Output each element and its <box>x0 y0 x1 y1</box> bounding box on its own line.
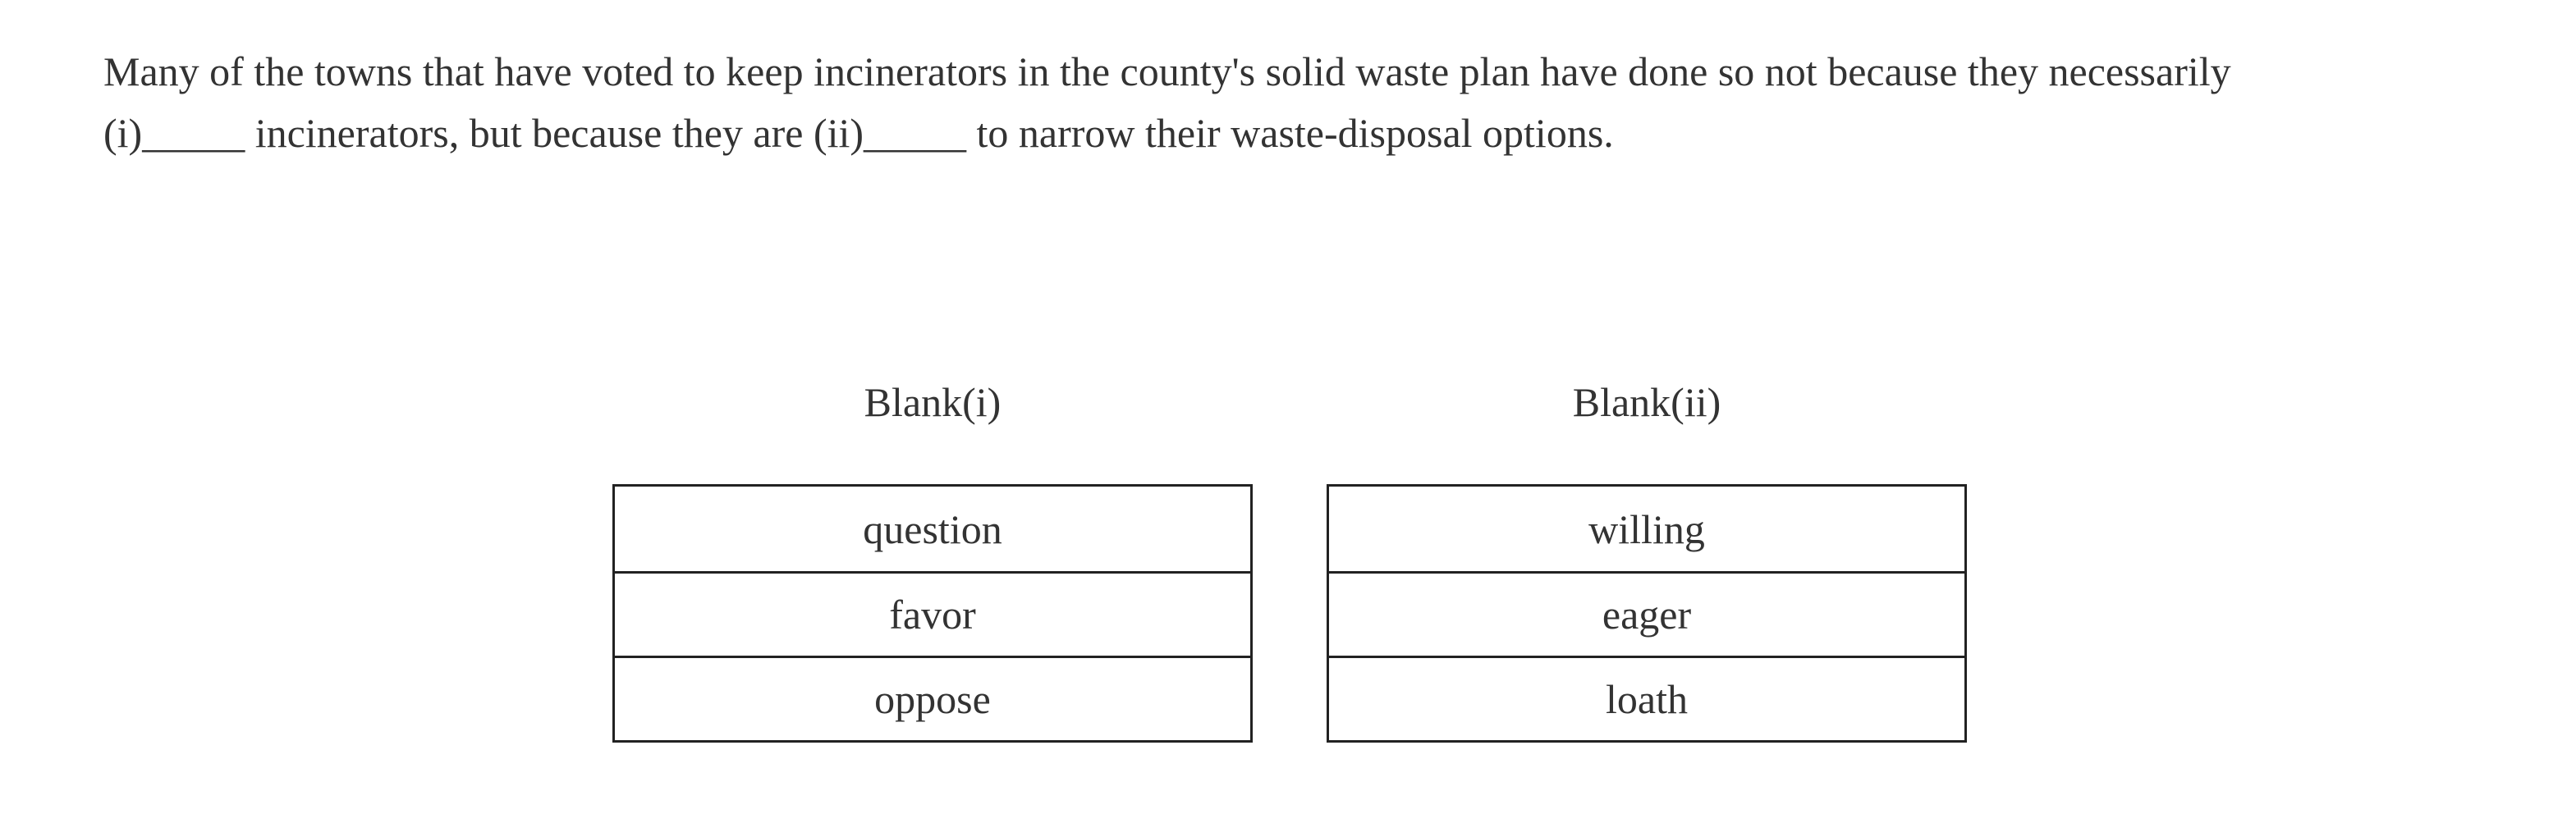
question-line-2: (i)_____ incinerators, but because they are (ii)_____ to narrow their waste-disposal options. <box>103 110 1614 156</box>
blank-ii-option-willing[interactable]: willing <box>1588 505 1705 552</box>
blank-i-options <box>612 484 1253 743</box>
blank-ii-column <box>1327 369 1967 743</box>
blank-i-column <box>612 369 1253 743</box>
blank-ii-option-loath[interactable]: loath <box>1329 656 1964 740</box>
blank-ii-title: Blank(ii) <box>1572 379 1721 425</box>
blank-ii-option-eager[interactable]: eager <box>1329 571 1964 656</box>
blank-ii-options <box>1327 484 1967 743</box>
blank-i-option-favor[interactable]: favor <box>615 571 1250 656</box>
blank-i-title: Blank(i) <box>864 379 1002 425</box>
question-text <box>103 41 2484 164</box>
question-line-1: Many of the towns that have voted to keep incinerators in the county's solid waste plan have done so not because they necessarily <box>103 48 2231 94</box>
blank-i-option-question[interactable]: question <box>863 505 1002 552</box>
blank-i-option-oppose[interactable]: oppose <box>615 656 1250 740</box>
